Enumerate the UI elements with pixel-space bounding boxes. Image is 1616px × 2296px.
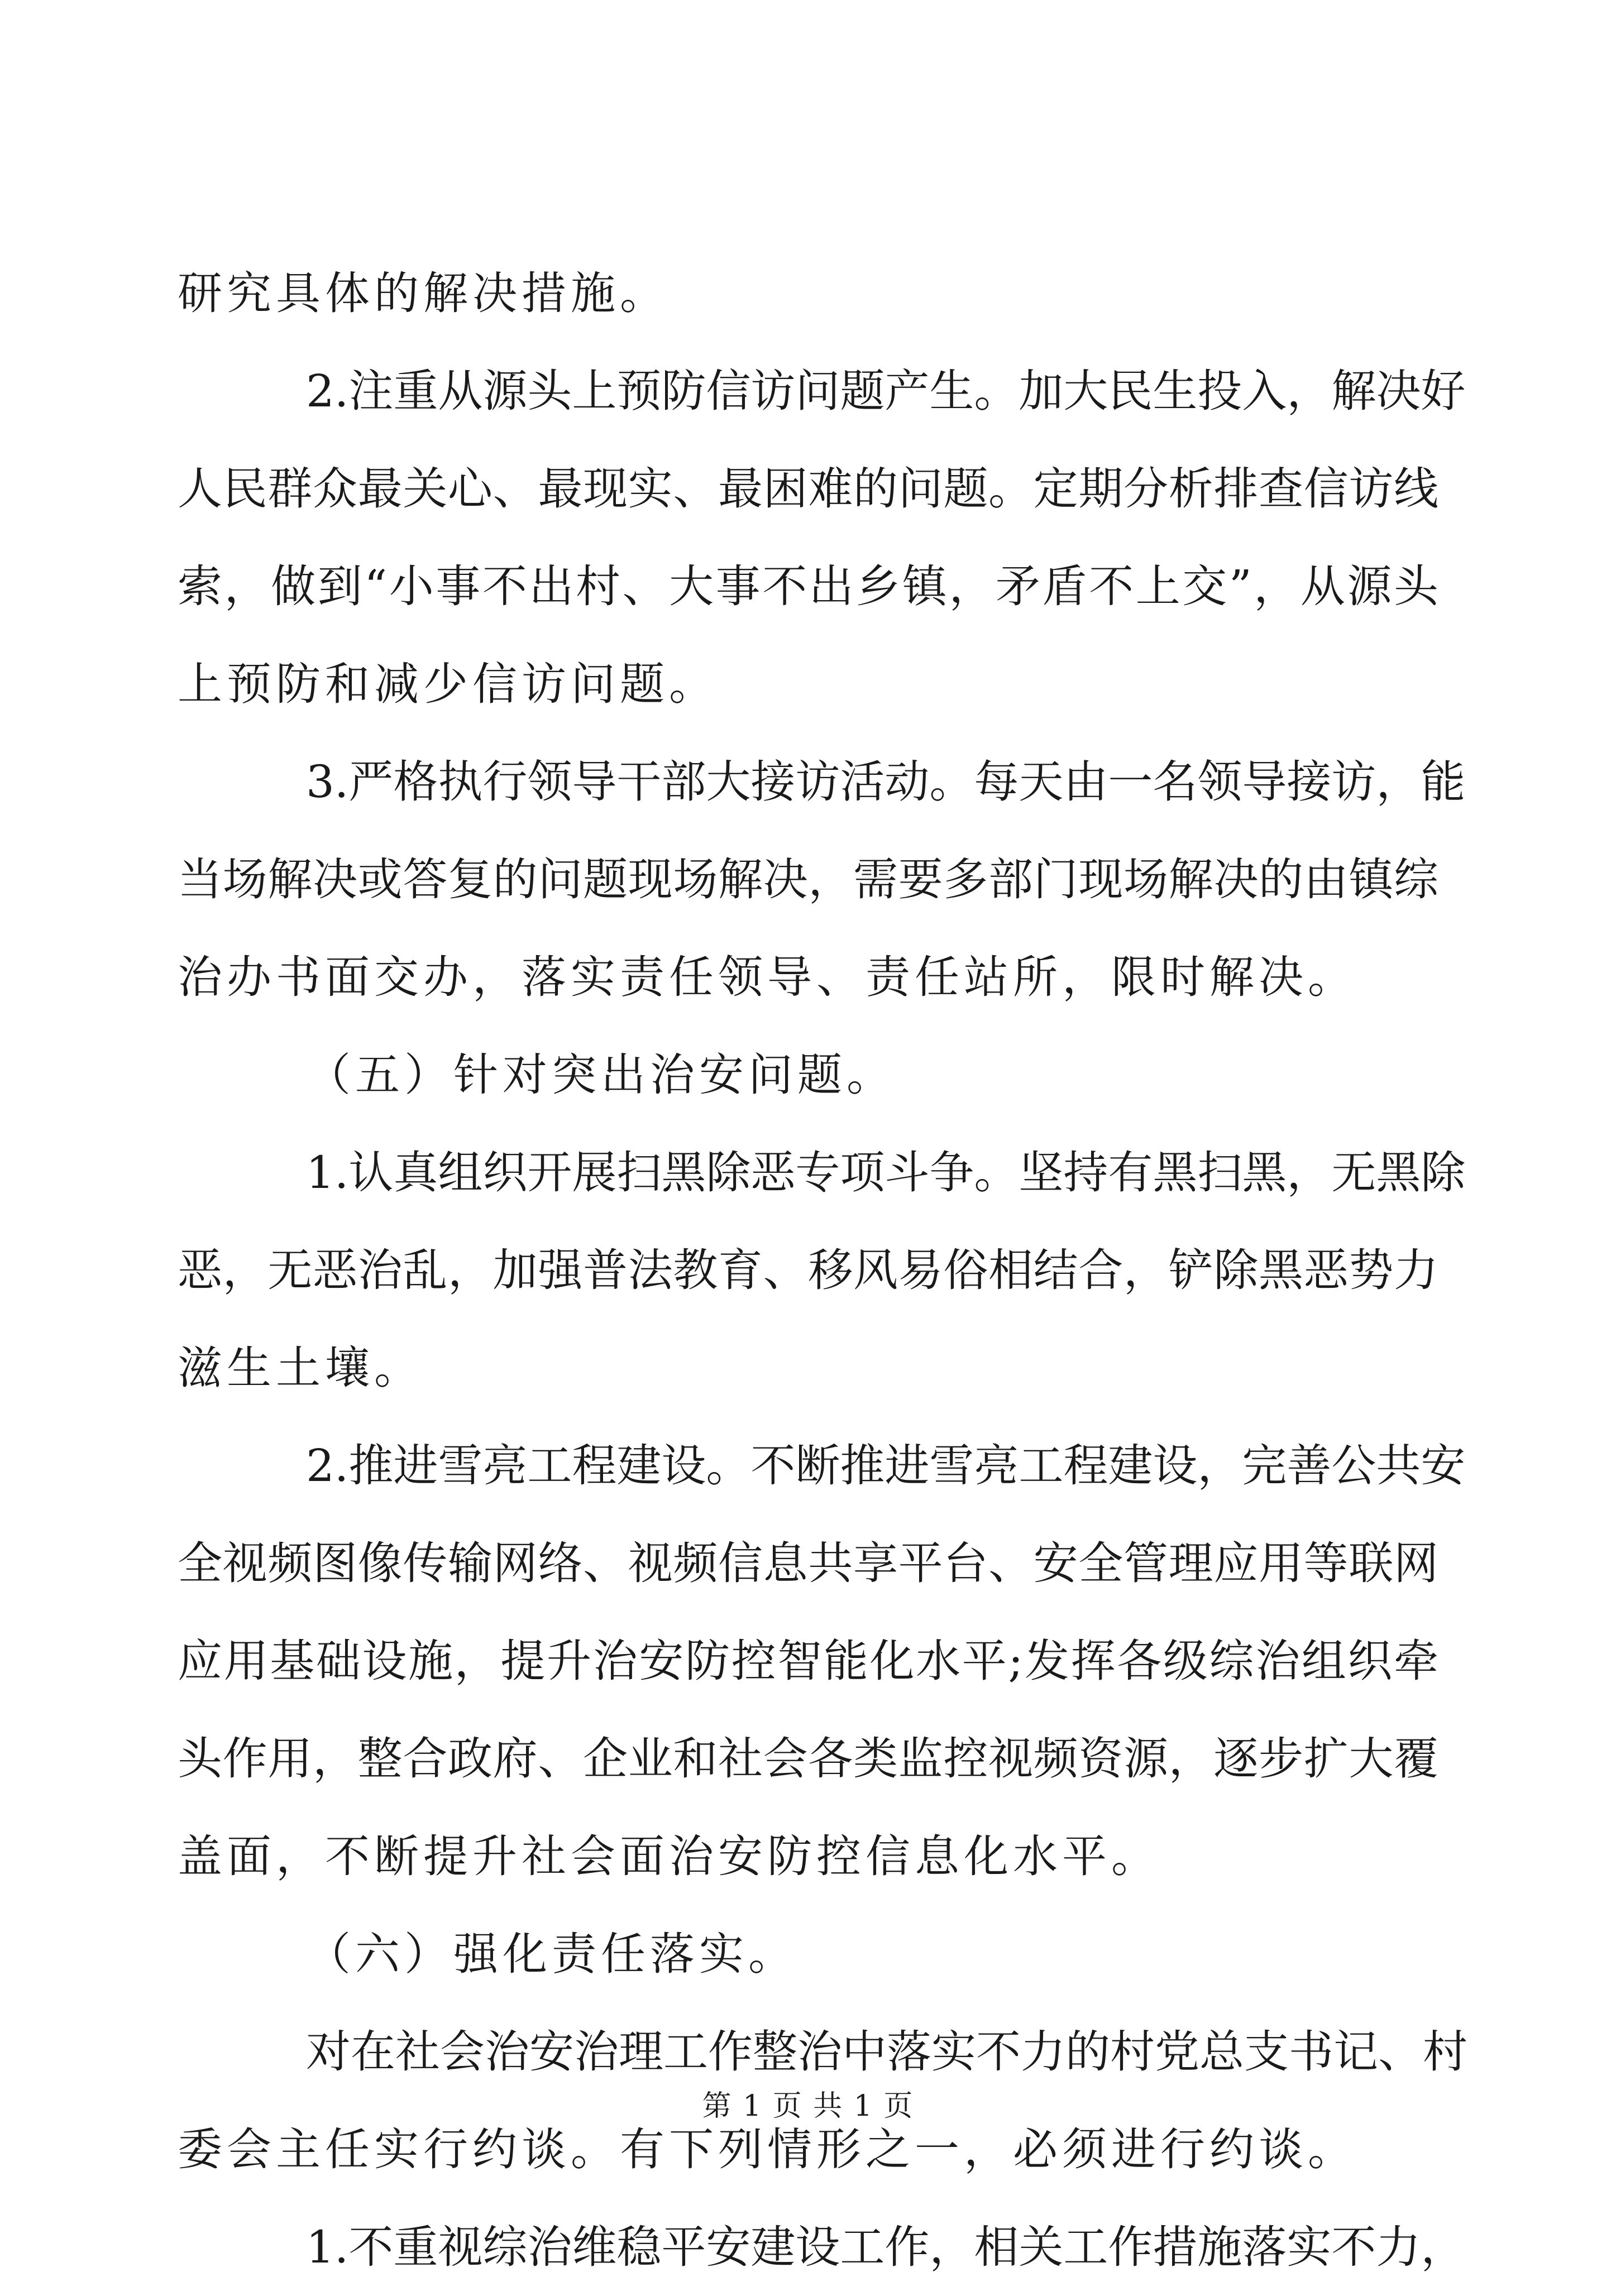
- paragraph-line: 对在社会治安治理工作整治中落实不力的村党总支书记、村: [306, 2026, 1467, 2078]
- paragraph-line: 恶，无恶治乱，加强普法教育、移风易俗相结合，铲除黑恶势力: [178, 1244, 1438, 1296]
- paragraph-line: 索，做到“小事不出村、大事不出乡镇，矛盾不上交”，从源头: [178, 560, 1438, 612]
- paragraph-line: 全视频图像传输网络、视频信息共享平台、安全管理应用等联网: [178, 1537, 1438, 1589]
- page-footer: 第 1 页 共 1 页: [702, 2089, 914, 2123]
- section-heading: （六）强化责任落实。: [306, 1928, 797, 1980]
- paragraph-line: 上预防和减少信访问题。: [178, 658, 718, 710]
- paragraph-line: 人民群众最关心、最现实、最困难的问题。定期分析排查信访线: [178, 463, 1438, 515]
- paragraph-line: 2.推进雪亮工程建设。不断推进雪亮工程建设，完善公共安: [306, 1440, 1466, 1492]
- paragraph-line: 治办书面交办，落实责任领导、责任站所，限时解决。: [178, 951, 1357, 1003]
- paragraph-line: 2.注重从源头上预防信访问题产生。加大民生投入，解决好: [306, 365, 1466, 417]
- paragraph-line: 滋生土壤。: [178, 1342, 423, 1394]
- paragraph-line: 应用基础设施，提升治安防控智能化水平;发挥各级综治组织牵: [178, 1635, 1438, 1687]
- paragraph-line: 盖面，不断提升社会面治安防控信息化水平。: [178, 1830, 1160, 1882]
- paragraph-line: 1.不重视综治维稳平安建设工作，相关工作措施落实不力，: [306, 2221, 1466, 2273]
- section-heading: （五）针对突出治安问题。: [306, 1049, 896, 1101]
- paragraph-line: 当场解决或答复的问题现场解决，需要多部门现场解决的由镇综: [178, 854, 1438, 905]
- paragraph-line: 1.认真组织开展扫黑除恶专项斗争。坚持有黑扫黑，无黑除: [306, 1147, 1466, 1199]
- paragraph-line: 3.严格执行领导干部大接访活动。每天由一名领导接访，能: [306, 756, 1466, 808]
- paragraph-line: 研究具体的解决措施。: [178, 267, 669, 319]
- paragraph-line: 委会主任实行约谈。有下列情形之一，必须进行约谈。: [178, 2124, 1357, 2175]
- paragraph-line: 头作用，整合政府、企业和社会各类监控视频资源，逐步扩大覆: [178, 1733, 1438, 1785]
- document-body: [178, 245, 1467, 2296]
